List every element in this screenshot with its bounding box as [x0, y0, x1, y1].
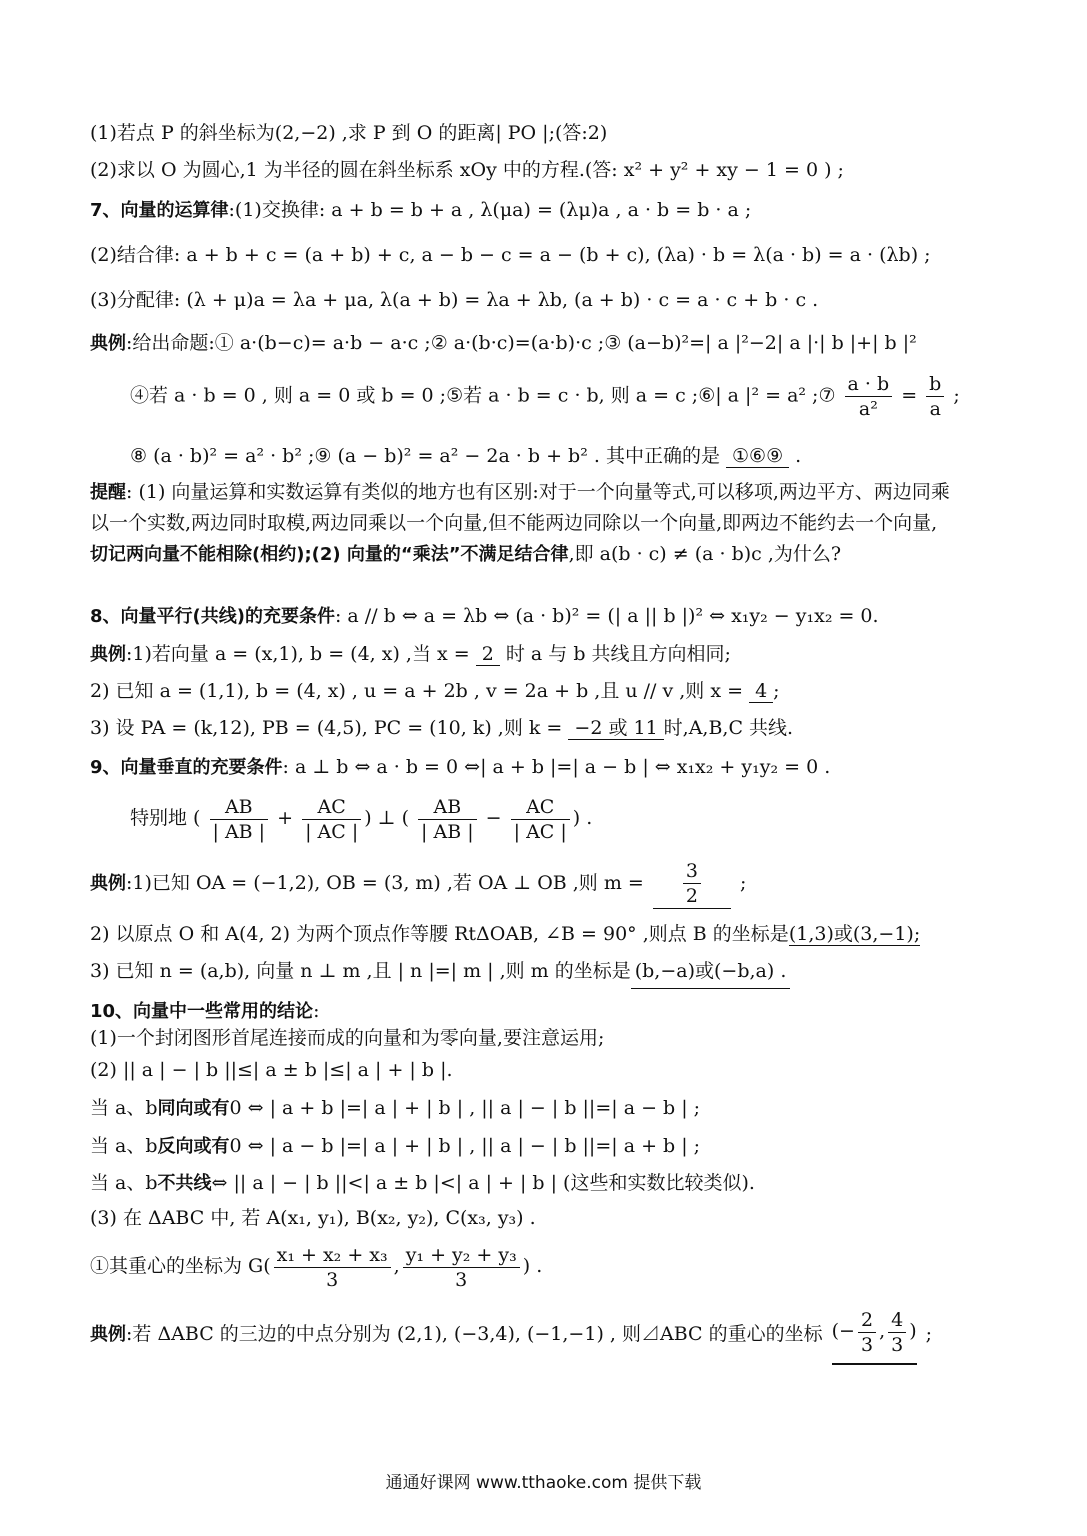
- section-9-text: : a ⊥ b ⇔ a · b = 0 ⇔| a + b |=| a − b | ⇔ x₁x₂ + y₁y₂ = 0 .: [282, 756, 831, 778]
- example-7-text-1: :给出命题:① a·(b−c)= a·b − a·c ;② a·(b·c)=(a·b)·c ;③ (a−b)²=| a |²−2| a |·| b |+| b |²: [126, 332, 917, 354]
- reminder-text: : (1) 向量运算和实数运算有类似的地方也有区别:对于一个向量等式,可以移项,两边平方、两边同乘以一个实数,两边同时取模,两边同乘以一个向量,但不能两边同除以一个向量,即两边不能约去一个向量,: [90, 481, 950, 534]
- section-8-text: : a // b ⇔ a = λb ⇔ (a · b)² = (| a || b |)² ⇔ x₁y₂ − y₁x₂ = 0.: [334, 605, 879, 627]
- example-8-line-3: 3) 设 PA = (k,12), PB = (4,5), PC = (10, k) ,则 k = −2 或 11 时,A,B,C 共线.: [90, 717, 794, 739]
- example-7-line-3: ⑧ (a · b)² = a² · b² ;⑨ (a − b)² = a² − 2a · b + b² . 其中正确的是 ①⑥⑨ .: [130, 445, 802, 467]
- example-label: 典例: [90, 644, 126, 665]
- example-label: 典例: [90, 873, 126, 894]
- example-7-line-2: ④若 a · b = 0 , 则 a = 0 或 b = 0 ;⑤若 a · b = c · b, 则 a = c ;⑥| a |² = a² ;⑦ $\frac{a \cdot b}{\text{a²}}$ = $\frac{b}{a}$ ;: [130, 373, 960, 420]
- section-7-title: 7、向量的运算律: [90, 200, 229, 221]
- conclusion-opposite-direction: 当 a、b反向或有0 ⇔ | a − b |=| a | + | b | , || a | − | b ||=| a + b | ;: [90, 1135, 701, 1157]
- answer-blank: (b,−a)或(−b,a) .: [631, 960, 791, 989]
- section-9-title: 9、向量垂直的充要条件: [90, 757, 283, 778]
- answer-blank: ①⑥⑨: [726, 445, 789, 468]
- footer: 通通好课网 www.tthaoke.com 提供下载: [385, 1473, 702, 1493]
- section-7-text: :(1)交换律: a + b = b + a , λ(μa) = (λμ)a , a · b = b · a ;: [228, 199, 752, 221]
- conclusion-3: (3) 在 ΔABC 中, 若 A(x₁, y₁), B(x₂, y₂), C(x₃, y₃) .: [90, 1207, 536, 1229]
- example-7-text-2: ④若 a · b = 0 , 则 a = 0 或 b = 0 ;⑤若 a · b = c · b, 则 a = c ;⑥| a |² = a² ;⑦: [130, 384, 836, 407]
- conclusion-not-collinear: 当 a、b不共线⇔ || a | − | b ||<| a ± b |<| a | + | b | (这些和实数比较类似).: [90, 1172, 755, 1194]
- conclusion-same-direction: 当 a、b同向或有0 ⇔ | a + b |=| a | + | b | , || a | − | b ||=| a − b | ;: [90, 1097, 701, 1119]
- answer-blank: 2: [476, 643, 500, 666]
- answer-blank: (1,3)或(3,−1);: [788, 923, 921, 945]
- answer-fraction: $\frac{3}{2}$: [653, 859, 731, 909]
- line-2: (2)求以 O 为圆心,1 为半径的圆在斜坐标系 xOy 中的方程.(答: x² + y² + xy − 1 = 0 ) ;: [90, 159, 844, 181]
- special-case-line: 特别地 ( $\frac{AB}{| AB |}$ + $\frac{AC}{| AC |}$ ) ⊥ ( $\frac{AB}{| AB |}$ − $\frac{AC}{| AC |}$ ) .: [130, 795, 593, 843]
- answer-blank: −2 或 11: [568, 717, 663, 740]
- conclusion-1: (1)一个封闭图形首尾连接而成的向量和为零向量,要注意运用;: [90, 1027, 605, 1049]
- example-9-line-3: 3) 已知 n = (a,b), 向量 n ⊥ m ,且 | n |=| m | ,则 m 的坐标是 (b,−a)或(−b,a) .: [90, 958, 1047, 984]
- answer-centroid: (− $\frac{2}{3}$ , $\frac{4}{3}$ ): [832, 1305, 917, 1365]
- section-7-line: [90, 197, 1047, 224]
- example-7-text-3: ⑧ (a · b)² = a² · b² ;⑨ (a − b)² = a² − 2a · b + b² . 其中正确的是: [130, 445, 720, 467]
- line-1: (1)若点 P 的斜坐标为(2,−2) ,求 P 到 O 的距离| PO |;(答:2): [90, 122, 608, 144]
- fraction-2: $\frac{b}{a}$: [926, 372, 944, 421]
- fraction-1: $\frac{a \cdot b}{\text{a²}}$: [845, 372, 893, 421]
- example-label: 典例: [90, 1324, 126, 1345]
- example-8-line-1: 典例:1)若向量 a = (x,1), b = (4, x) ,当 x = 2 时 a 与 b 共线且方向相同;: [90, 643, 731, 665]
- example-10-line: 典例:若 ΔABC 的三边的中点分别为 (2,1), (−3,4), (−1,−1) , 则⊿ABC 的重心的坐标 (− $\frac{2}{3}$ , $\frac{4}{3}$ ) ;: [90, 1305, 1047, 1365]
- example-9-line-2: 2) 以原点 O 和 A(4, 2) 为两个顶点作等腰 RtΔOAB, ∠B = 90° ,则点 B 的坐标是(1,3)或(3,−1);: [90, 923, 921, 945]
- section-8-line: [90, 603, 1047, 630]
- reminder-text-2: ,即 a(b · c) ≠ (a · b)c ,为什么?: [568, 543, 842, 565]
- answer-blank: 4: [749, 680, 773, 703]
- reminder-paragraph: [90, 477, 950, 570]
- example-7-line-1: [90, 330, 1047, 357]
- example-8-line-2: 2) 已知 a = (1,1), b = (4, x) , u = a + 2b , v = 2a + b ,且 u // v ,则 x = 4 ;: [90, 680, 780, 702]
- distributive-law: (3)分配律: (λ + μ)a = λa + μa, λ(a + b) = λa + λb, (a + b) · c = a · c + b · c .: [90, 289, 819, 311]
- associative-law: (2)结合律: a + b + c = (a + b) + c, a − b − c = a − (b + c), (λa) · b = λ(a · b) = a · (λb) ;: [90, 244, 931, 266]
- section-10-line: 10、向量中一些常用的结论:: [90, 1000, 320, 1022]
- section-8-title: 8、向量平行(共线)的充要条件: [90, 606, 335, 627]
- section-10-title: 10、向量中一些常用的结论: [90, 1001, 314, 1022]
- centroid-formula: ①其重心的坐标为 G( $\frac{\text{x₁ + x₂ + x₃}}{3}$ , $\frac{\text{y₁ + y₂ + y₃}}{3}$ ) .: [90, 1243, 543, 1291]
- section-9-line: [90, 754, 1047, 781]
- reminder-label: 提醒: [90, 482, 126, 503]
- example-label: 典例: [90, 333, 126, 354]
- reminder-bold: 切记两向量不能相除(相约);(2) 向量的“乘法”不满足结合律: [90, 544, 569, 565]
- conclusion-2: (2) || a | − | b ||≤| a ± b |≤| a | + | b |.: [90, 1059, 453, 1081]
- example-9-line-1: 典例:1)已知 OA = (−1,2), OB = (3, m) ,若 OA ⊥ OB ,则 m = $\frac{3}{2}$ ;: [90, 860, 747, 907]
